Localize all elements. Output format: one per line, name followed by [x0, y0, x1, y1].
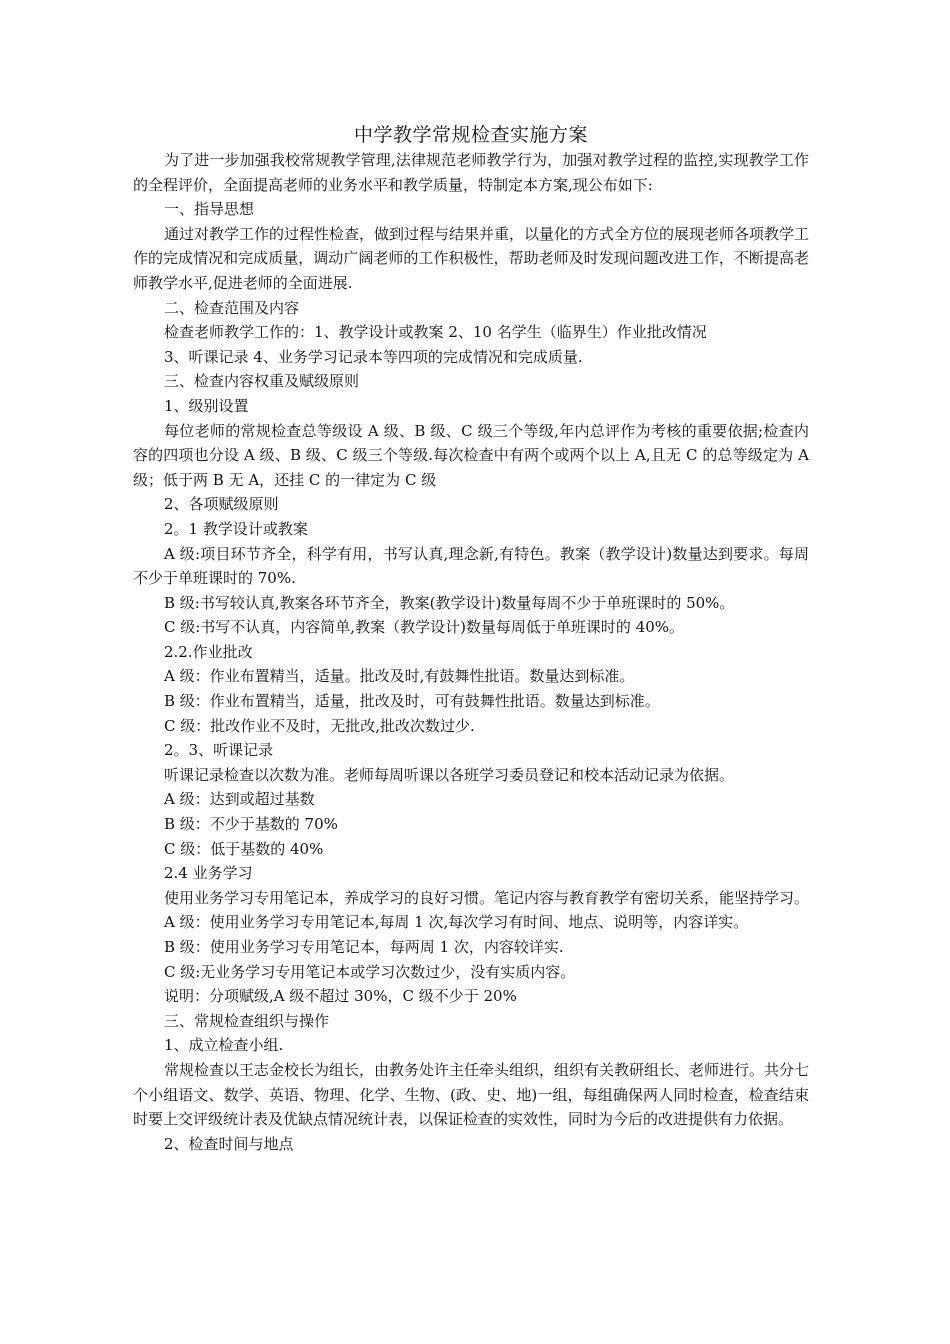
paragraph-guiding-thought: 通过对教学工作的过程性检查，做到过程与结果并重，以量化的方式全方位的展现老师各项教学工作的完成情况和完成质量，调动广阔老师的工作积极性，帮助老师及时发现问题改进工作，不断提高老师教学水平,促进老师的全面进展. [133, 224, 810, 292]
observation-a: A 级：达到或超过基数 [164, 790, 315, 809]
study-c: C 级:无业务学习专用笔记本或学习次数过少，没有实质内容。 [164, 962, 576, 981]
paragraph-scope-2: 3、听课记录 4、业务学习记录本等四项的完成情况和完成质量. [164, 347, 583, 366]
observation-paragraph: 听课记录检查以次数为准。老师每周听课以各班学习委员登记和校本活动记录为依据。 [164, 765, 735, 784]
section-heading-organization: 三、常规检查组织与操作 [164, 1011, 330, 1030]
lesson-plan-b: B 级:书写较认真,教案各环节齐全，教案(教学设计)数量每周不少于单班课时的 50%。 [164, 593, 735, 612]
subheading-grading-principles: 2、各项赋级原则 [164, 495, 279, 514]
section-heading-guiding-thought: 一、指导思想 [164, 200, 255, 219]
subheading-homework: 2.2.作业批改 [164, 642, 253, 661]
section-heading-weights: 三、检查内容权重及赋级原则 [164, 372, 360, 391]
observation-b: B 级：不少于基数的 70% [164, 815, 338, 834]
study-b: B 级：使用业务学习专用笔记本，每两周 1 次，内容较详实. [164, 938, 564, 956]
document-body [133, 122, 809, 1156]
paragraph-level-setting: 每位老师的常规检查总等级设 A 级、B 级、C 级三个等级,年内总评作为考核的重要依据;检查内容的四项也分设 A 级、B 级、C 级三个等级.每次检查中有两个或两个以上 A,且无 C 的总等级定为 A 级；低于两 B 无 A，还挂 C 的一律定为 C 级 [133, 421, 809, 489]
team-paragraph: 常规检查以王志金校长为组长，由教务处许主任牵头组织，组织有关教研组长、老师进行。共分七个小组语文、数学、英语、物理、化学、生物、(政、史、地)一组，每组确保两人同时检查，检查结束时要上交评级统计表及优缺点情况统计表，以保证检查的实效性，同时为今后的改进提供有力依据。 [133, 1060, 810, 1129]
paragraph-scope-1: 检查老师教学工作的：1、教学设计或教案 2、10 名学生（临界生）作业批改情况 [164, 323, 707, 342]
grading-note: 说明：分项赋级,A 级不超过 30%，C 级不少于 20% [164, 987, 517, 1006]
lesson-plan-a: A 级:项目环节齐全，科学有用，书写认真,理念新,有特色。教案（教学设计)数量达到要求。每周不少于单班课时的 70%. [133, 544, 809, 588]
observation-c: C 级：低于基数的 40% [164, 839, 324, 858]
section-heading-scope: 二、检查范围及内容 [164, 298, 300, 317]
homework-a: A 级：作业布置精当，适量。批改及时,有鼓舞性批语。数量达到标准。 [164, 667, 635, 686]
document-title: 中学教学常规检查实施方案 [353, 124, 588, 146]
subheading-level-setting: 1、级别设置 [164, 396, 249, 415]
subheading-team: 1、成立检查小组. [164, 1036, 284, 1055]
subheading-lesson-plan: 2。1 教学设计或教案 [164, 519, 308, 538]
subheading-time-place: 2、检查时间与地点 [164, 1134, 294, 1153]
lesson-plan-c: C 级:书写不认真，内容简单,教案（教学设计)数量每周低于单班课时的 40%。 [164, 618, 685, 637]
subheading-study: 2.4 业务学习 [164, 864, 253, 883]
homework-b: B 级：作业布置精当，适量，批改及时，可有鼓舞性批语。数量达到标准。 [164, 692, 660, 711]
intro-paragraph: 为了进一步加强我校常规教学管理,法律规范老师教学行为，加强对教学过程的监控,实现教学工作的全程评价，全面提高老师的业务水平和教学质量，特制定本方案,现公布如下: [133, 151, 809, 194]
study-a: A 级：使用业务学习专用笔记本,每周 1 次,每次学习有时间、地点、说明等，内容详实。 [164, 913, 749, 932]
homework-c: C 级：批改作业不及时，无批改,批改次数过少. [164, 716, 475, 735]
study-paragraph: 使用业务学习专用笔记本，养成学习的良好习惯。笔记内容与教育教学有密切关系，能坚持学习。 [164, 888, 810, 907]
subheading-observation: 2。3、听课记录 [164, 741, 274, 760]
